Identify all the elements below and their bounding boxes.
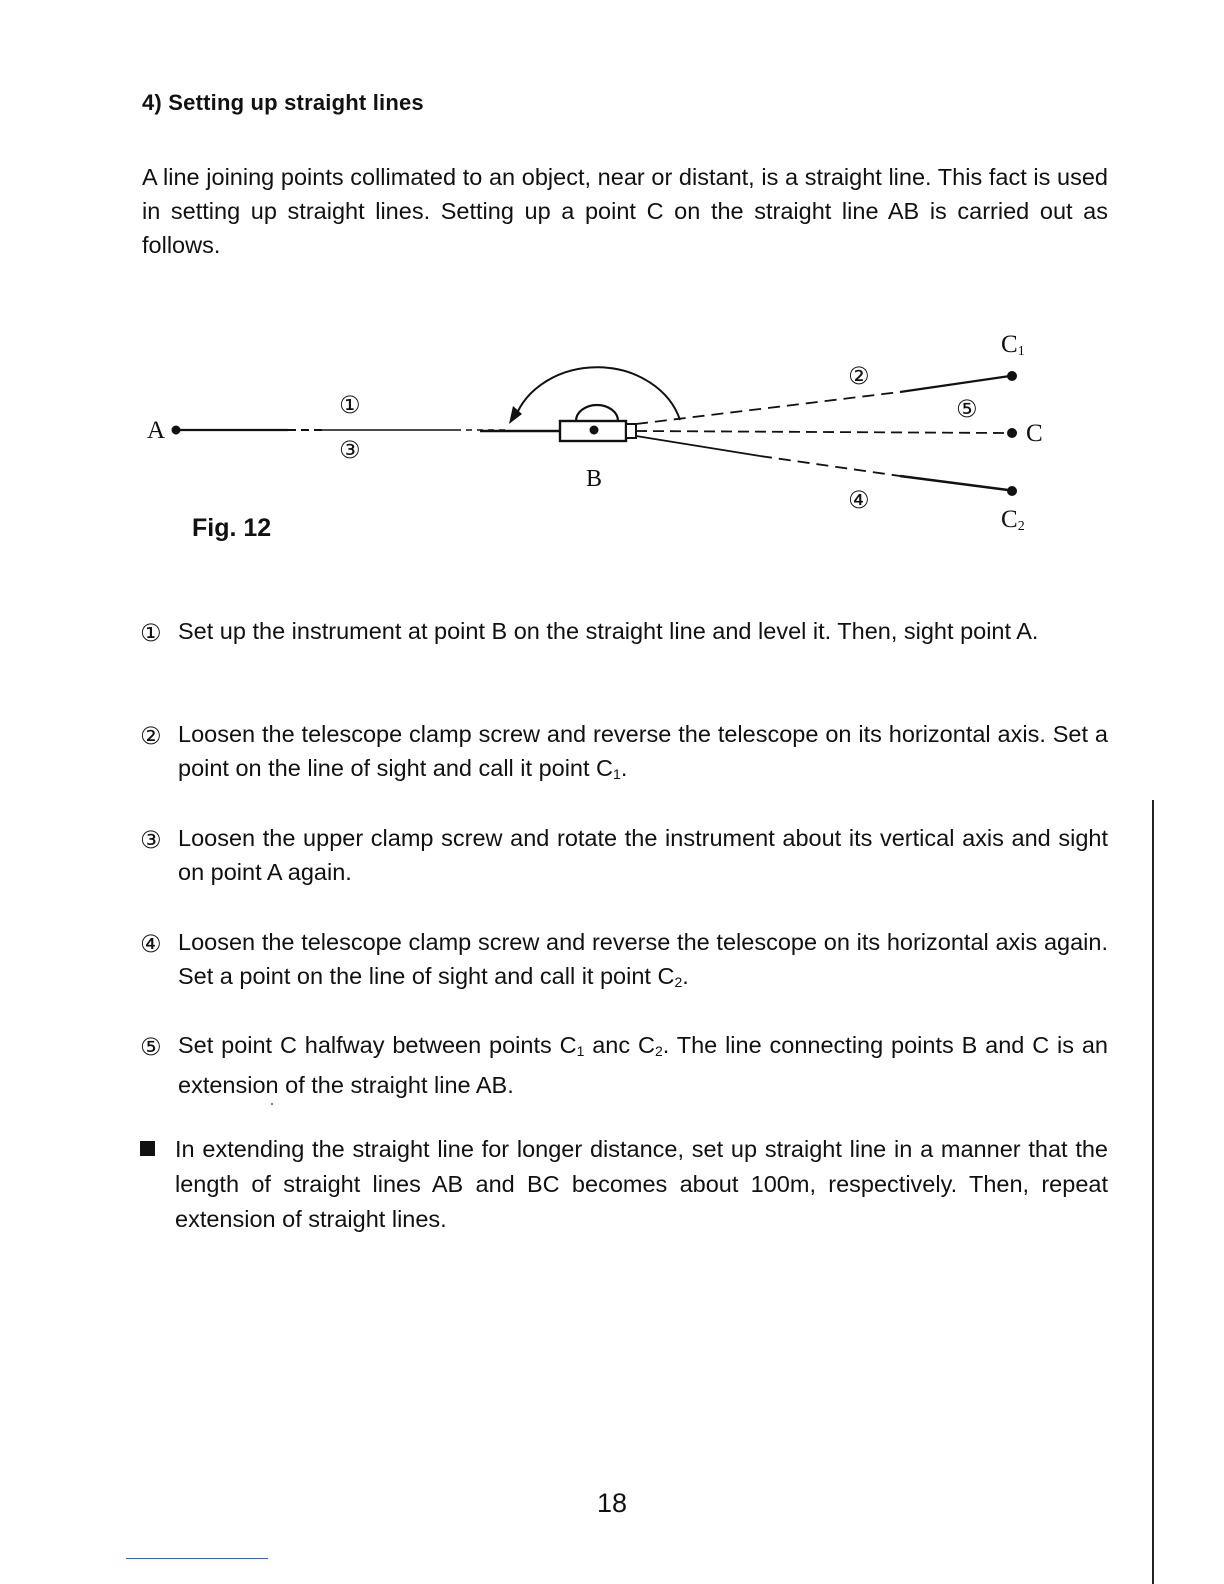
point-c1 [1007, 371, 1017, 381]
scan-edge-line [1152, 800, 1154, 1584]
footer-rule [126, 1558, 268, 1559]
step-4-text-main: Loosen the telescope clamp screw and reverse the telescope on its horizontal axis again. Set a point on the line of sight and call it point C [178, 929, 1108, 989]
point-b [590, 426, 599, 435]
step-2-text [178, 717, 1108, 791]
rotation-arc [515, 367, 680, 420]
step-2-subscript: 1 [613, 766, 621, 782]
point-c [1007, 428, 1017, 438]
label-c2 [1001, 506, 1025, 534]
label-step-4: ④ [848, 486, 870, 514]
step-1-text: Set up the instrument at point B on the straight line and level it. Then, sight point A. [178, 618, 1039, 644]
sight-line-c2-dashed [760, 456, 900, 476]
label-step-1: ① [339, 391, 361, 419]
step-5 [140, 1028, 1108, 1102]
page-number: 18 [596, 1488, 628, 1518]
square-bullet-icon [140, 1141, 155, 1156]
sight-line-c2-end [900, 476, 1008, 490]
label-c2-base: C [1001, 506, 1018, 533]
step-5-text [178, 1028, 1108, 1102]
step-3-text: Loosen the upper clamp screw and rotate the instrument about its vertical axis and sight on point A again. [178, 825, 1108, 885]
step-4 [140, 925, 1108, 999]
label-a: A [147, 417, 166, 444]
step-4-text-end: . [682, 963, 689, 989]
step-4-text [178, 925, 1108, 999]
point-a [172, 426, 181, 435]
step-2-text-end: . [620, 755, 628, 781]
step-5-subscript-2: 2 [654, 1043, 663, 1059]
step-3 [140, 821, 1108, 889]
label-c2-sub: 2 [1017, 519, 1025, 534]
sight-line-c1 [900, 376, 1010, 392]
step-5-number: ⑤ [140, 1033, 162, 1061]
label-c: C [1026, 420, 1043, 447]
step-5-text-b: anc C [584, 1032, 655, 1058]
step-4-subscript: 2 [674, 974, 683, 990]
intro-paragraph: A line joining points collimated to an object, near or distant, is a straight line. This fact is used in setting up straight lines. Setting up a point C on the straight line AB is carried out as follows. [142, 164, 1108, 258]
line-b-c-dashed [636, 431, 1006, 433]
note-paragraph [140, 1132, 1108, 1237]
label-c1 [1001, 331, 1025, 359]
step-5-text-c: . The line connecting points B and C is an extension of the straight line AB. [178, 1032, 1109, 1098]
sight-line-c2 [636, 436, 760, 456]
step-1-number: ① [140, 619, 162, 647]
note-text: In extending the straight line for longer distance, set up straight line in a manner that the length of straight lines AB and BC becomes about 100m, respectively. Then, repeat extension of straight lines. [175, 1136, 1108, 1232]
section-heading: 4) Setting up straight lines [142, 90, 424, 115]
point-c2 [1007, 486, 1017, 496]
step-3-number: ③ [140, 826, 162, 854]
telescope-eyepiece [626, 424, 636, 438]
label-step-5: ⑤ [956, 395, 978, 423]
step-4-number: ④ [140, 930, 162, 958]
label-step-2: ② [848, 362, 870, 390]
figure-12-diagram [0, 310, 1224, 570]
label-c1-sub: 1 [1017, 344, 1025, 359]
figure-caption: Fig. 12 [192, 514, 272, 542]
step-2 [140, 717, 1108, 791]
label-c1-base: C [1001, 331, 1018, 358]
step-1 [140, 614, 1108, 648]
instrument-dome [576, 405, 618, 421]
label-step-3: ③ [339, 436, 361, 464]
step-2-number: ② [140, 722, 162, 750]
scan-speck [271, 1103, 273, 1105]
step-2-text-main: Loosen the telescope clamp screw and reverse the telescope on its horizontal axis. Set a point on the line of sight and call it point C [178, 721, 1108, 781]
step-5-subscript-1: 1 [576, 1043, 585, 1059]
straight-line-diagram [0, 310, 1224, 570]
step-5-text-a: Set point C halfway between points C [178, 1032, 577, 1058]
label-b: B [586, 466, 603, 492]
